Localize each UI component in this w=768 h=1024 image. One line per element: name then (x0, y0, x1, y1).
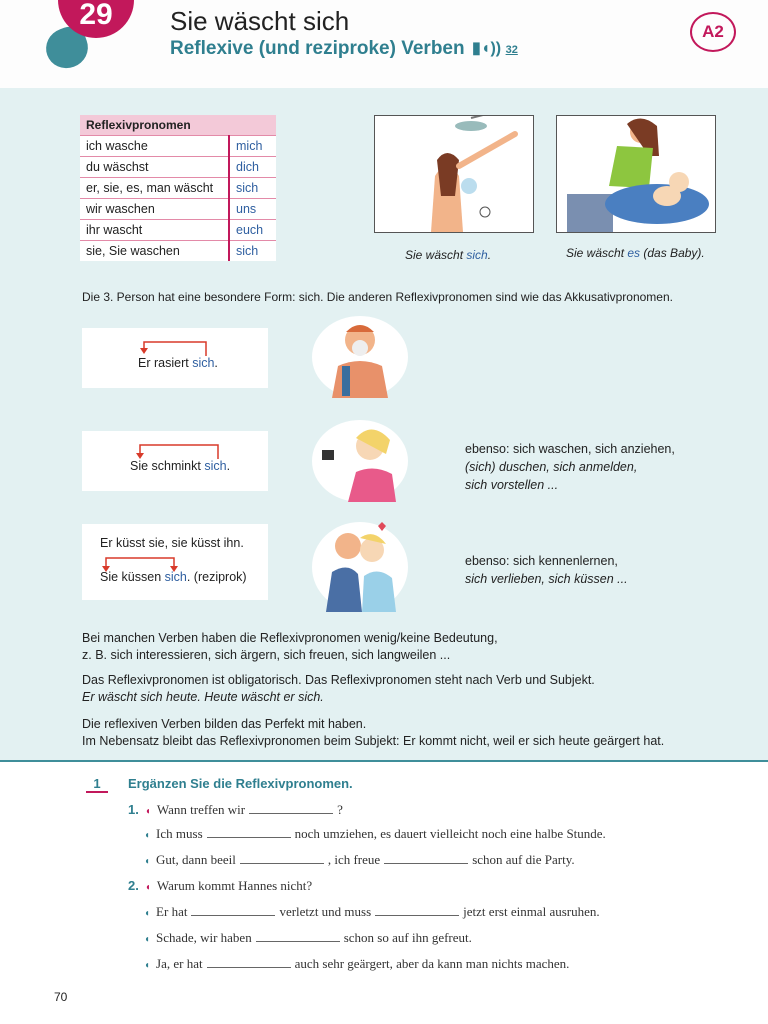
table-cell-pronoun: sich (229, 178, 276, 199)
dialog-2-line-4 (144, 956, 569, 972)
caption-text: Sie wäscht (566, 246, 628, 260)
paragraph-meaning (82, 630, 742, 664)
paragraph-line: Im Nebensatz bleibt das Reflexivpronomen beim Subjekt: Er kommt nicht, weil er sich heute geärgert hat. (82, 734, 665, 748)
page-number: 70 (54, 990, 68, 1004)
exercise-text: Schade, wir haben (156, 930, 252, 945)
exercise-text: noch umziehen, es dauert vielleicht noch eine halbe Stunde. (294, 826, 606, 841)
table-cell-verb: er, sie, es, man wäscht (80, 178, 229, 199)
shower-illustration (374, 115, 534, 233)
answer-blank[interactable] (207, 827, 291, 838)
dialog-1-line-3 (144, 852, 575, 868)
example-text: Er rasiert (138, 356, 193, 370)
speaker-b-icon: ◖ (144, 830, 151, 841)
exercise-title: Ergänzen Sie die Reflexivpronomen. (128, 776, 353, 791)
table-cell-verb: wir waschen (80, 199, 229, 220)
speaker-a-icon: ◖ (144, 806, 151, 817)
shaving-man-image (312, 316, 408, 398)
exercise-text: Gut, dann beeil (156, 852, 236, 867)
table-cell-pronoun: uns (229, 199, 276, 220)
exercise-text: Er hat (156, 904, 188, 919)
exercise-text: Ich muss (156, 826, 203, 841)
ebenso-line: sich vorstellen ... (465, 478, 559, 492)
paragraph-line: Er wäscht sich heute. Heute wäscht er sich. (82, 690, 324, 704)
example-pronoun: sich (164, 570, 187, 584)
caption-shower (405, 248, 491, 262)
example-text: Sie schminkt (130, 459, 205, 473)
speaker-a-icon: ◖ (144, 856, 151, 867)
exercise-text: Wann treffen wir (156, 802, 246, 817)
table-cell-pronoun: dich (229, 157, 276, 178)
example-box-kuessen (82, 524, 268, 600)
example-sentence (100, 570, 247, 584)
exercise-number: 1 (86, 776, 108, 793)
note-third-person: Die 3. Person hat eine besondere Form: sich. Die anderen Reflexivpronomen sind wie das Akkusativpronomen. (82, 290, 673, 304)
couple-kissing-icon (312, 522, 408, 612)
table-cell-pronoun: sich (229, 241, 276, 262)
woman-showering-image (375, 116, 533, 232)
speaker-b-icon: ◖ (144, 960, 151, 971)
paragraph-line: z. B. sich interessieren, sich ärgern, sich freuen, sich langweilen ... (82, 648, 451, 662)
kissing-couple-image (312, 522, 408, 612)
table-header: Reflexivpronomen (80, 115, 276, 136)
example-text: . (226, 459, 231, 473)
chapter-number: 29 (79, 0, 113, 31)
table-cell-verb: ihr wascht (80, 220, 229, 241)
exercise-text: verletzt und muss (279, 904, 372, 919)
answer-blank[interactable] (249, 803, 333, 814)
answer-blank[interactable] (207, 957, 291, 968)
baby-bath-illustration (556, 115, 716, 233)
example-pronoun: sich (204, 459, 227, 473)
ebenso-line: ebenso: sich kennenlernen, (465, 554, 618, 568)
ebenso-list-2 (465, 552, 628, 588)
ebenso-line: ebenso: sich waschen, sich anziehen, (465, 442, 675, 456)
exercise-text: schon auf die Party. (472, 852, 575, 867)
example-text: Sie küssen (100, 570, 165, 584)
caption-pronoun: sich (466, 248, 488, 262)
audio-track-number: 32 (505, 44, 518, 56)
answer-blank[interactable] (191, 905, 275, 916)
speaker-a-icon: ◖ (144, 882, 151, 893)
example-box-schminkt (82, 431, 268, 491)
woman-bathing-baby-image (557, 116, 715, 232)
table-row (80, 241, 276, 262)
page-subtitle: Reflexive (und reziproke) Verben (170, 38, 465, 59)
table-cell-pronoun: euch (229, 220, 276, 241)
table-cell-verb: sie, Sie waschen (80, 241, 229, 262)
audio-track[interactable] (472, 38, 518, 58)
table-row (80, 199, 276, 220)
example-pronoun: sich (192, 356, 215, 370)
exercise-text: auch sehr geärgert, aber da kann man nichts machen. (294, 956, 570, 971)
exercise-text: , ich freue (327, 852, 381, 867)
example-box-rasiert (82, 328, 268, 388)
dialog-1-line-2 (144, 826, 606, 842)
paragraph-obligatory (82, 672, 742, 706)
paragraph-perfekt (82, 716, 742, 750)
table-row (80, 178, 276, 199)
caption-baby (566, 246, 705, 260)
paragraph-line: Bei manchen Verben haben die Reflexivpronomen wenig/keine Bedeutung, (82, 631, 498, 645)
table-cell-verb: ich wasche (80, 136, 229, 157)
exercise-text: schon so auf ihn gefreut. (343, 930, 472, 945)
ebenso-list-1 (465, 440, 675, 494)
caption-pronoun: es (627, 246, 641, 260)
dialog-number: 1. (128, 802, 139, 817)
ebenso-line: (sich) duschen, sich anmelden, (465, 460, 638, 474)
example-sentence: Er küsst sie, sie küsst ihn. (100, 536, 244, 550)
table-row (80, 136, 276, 157)
dialog-2-line-1 (128, 878, 312, 894)
caption-text: (das Baby). (640, 246, 705, 260)
answer-blank[interactable] (240, 853, 324, 864)
caption-text: . (487, 248, 492, 262)
example-sentence (138, 356, 218, 370)
paragraph-line: Die reflexiven Verben bilden das Perfekt mit haben. (82, 717, 367, 731)
dialog-2-line-3 (144, 930, 472, 946)
dialog-1-line-1 (128, 802, 343, 818)
table-row (80, 157, 276, 178)
exercise-text: Warum kommt Hannes nicht? (156, 878, 313, 893)
answer-blank[interactable] (256, 931, 340, 942)
section-divider (0, 760, 768, 762)
speaker-a-icon: ◖ (144, 934, 151, 945)
exercise-text: ? (337, 802, 343, 817)
example-text: . (reziprok) (186, 570, 247, 584)
man-shaving-icon (312, 316, 408, 398)
exercise-text: Ja, er hat (156, 956, 203, 971)
makeup-woman-image (312, 420, 408, 502)
page-title: Sie wäscht sich (170, 6, 350, 36)
level-badge: A2 (690, 12, 736, 52)
exercise-text: jetzt erst einmal ausruhen. (463, 904, 600, 919)
paragraph-line: Das Reflexivpronomen ist obligatorisch. Das Reflexivpronomen steht nach Verb und Subjekt. (82, 673, 595, 687)
speaker-b-icon: ◖ (144, 908, 151, 919)
reflexive-pronoun-table (80, 115, 276, 261)
woman-makeup-icon (312, 420, 408, 502)
ebenso-line: sich verlieben, sich küssen ... (465, 572, 628, 586)
page-header (0, 0, 768, 88)
example-text: . (214, 356, 218, 370)
table-row (80, 220, 276, 241)
table-cell-verb: du wäschst (80, 157, 229, 178)
table-cell-pronoun: mich (229, 136, 276, 157)
answer-blank[interactable] (375, 905, 459, 916)
speaker-icon: ▮◖)) (472, 40, 506, 57)
dialog-2-line-2 (144, 904, 600, 920)
caption-text: Sie wäscht (405, 248, 467, 262)
dialog-number: 2. (128, 878, 139, 893)
answer-blank[interactable] (384, 853, 468, 864)
example-sentence (130, 459, 230, 473)
